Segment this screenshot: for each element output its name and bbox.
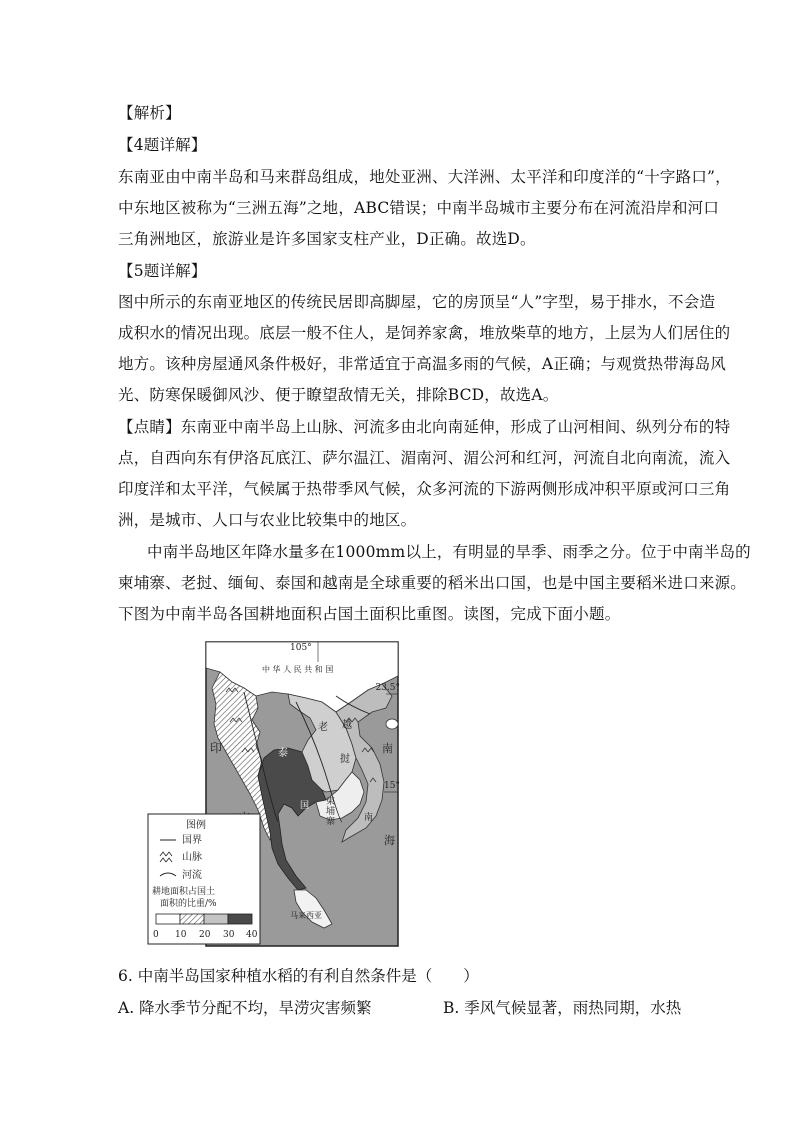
legend-tick: 30: [223, 930, 235, 940]
paragraph-line: 下图为中南半岛各国耕地面积占国土面积比重图。读图，完成下面小题。: [118, 605, 621, 623]
south-sea-label-1: 南: [382, 742, 393, 755]
legend-title: 图例: [186, 820, 206, 831]
thailand-label-guo: 国: [300, 801, 310, 811]
paragraph-line: 地方。该种房屋通风条件极好，非常适宜于高温多雨的气候，A正确；与观赏热带海岛风: [118, 355, 726, 373]
paragraph-line: 图中所示的东南亚地区的传统民居即高脚屋，它的房顶呈“人”字型，易于排水，不会造: [118, 293, 716, 311]
option-a[interactable]: A. 降水季节分配不均，旱涝灾害频繁: [118, 999, 372, 1017]
legend-tick: 10: [175, 930, 187, 940]
south-sea-label-2: 海: [384, 834, 395, 847]
cambodia-label-2: 埔: [326, 807, 336, 817]
ocean-label-yin: 印: [210, 741, 223, 755]
paragraph-line: 洲，是城市、人口与农业比较集中的地区。: [118, 511, 417, 529]
legend-tick: 40: [246, 930, 258, 940]
legend-tick: 0: [153, 930, 159, 940]
map-legend: [148, 814, 260, 944]
lat-label-23: 23.5°: [375, 683, 400, 693]
vietnam-label: 越: [342, 720, 352, 731]
legend-mountain-label: 山脉: [182, 852, 202, 863]
thailand-label: 泰: [278, 748, 288, 759]
paragraph-line: 柬埔寨、老挝、缅甸、泰国和越南是全球重要的稻米出口国，也是中国主要稻米进口来源。: [118, 574, 747, 592]
legend-class-0-10: [156, 914, 180, 924]
section-heading-analysis: 【解析】: [118, 104, 181, 122]
paragraph-line: 点，自西向东有伊洛瓦底江、萨尔温江、湄南河、湄公河和红河，河流自北向南流，流入: [118, 449, 731, 467]
subheading-q4: 【4题详解】: [118, 136, 207, 154]
legend-box: [148, 814, 260, 944]
cambodia-label-1: 柬: [326, 797, 336, 807]
paragraph-line: 光、防寒保暖御风沙、便于瞭望敌情无关，排除BCD，故选A。: [118, 386, 559, 404]
lon-label: 105°: [290, 643, 312, 653]
legend-class-10-20: [180, 914, 204, 924]
option-b[interactable]: B. 季风气候显著，雨热同期，水热: [443, 999, 682, 1017]
paragraph-line: 中东地区被称为“三洲五海”之地，ABC错误；中南半岛城市主要分布在河流沿岸和河口: [118, 199, 720, 217]
paragraph-line: 印度洋和太平洋，气候属于热带季风气候，众多河流的下游两侧形成冲积平原或河口三角: [118, 480, 731, 498]
question-6-stem: 6. 中南半岛国家种植水稻的有利自然条件是（ ）: [118, 967, 479, 985]
legend-tick: 20: [199, 930, 211, 940]
china-label: 中 华 人 民 共 和 国: [262, 665, 334, 674]
lat-label-15: 15°: [384, 781, 400, 791]
subheading-q5: 【5题详解】: [118, 262, 207, 280]
vietnam-south-label: 南: [364, 813, 374, 823]
paragraph-line: 东南亚由中南半岛和马来群岛组成，地处亚洲、大洋洲、太平洋和印度洋的“十字路口”，: [118, 168, 731, 186]
legend-border-label: 国界: [182, 835, 202, 846]
intro-paragraph-line: 中南半岛地区年降水量多在1000mm以上，有明显的旱季、雨季之分。位于中南半岛的: [147, 543, 751, 561]
malaysia-label: 马来西亚: [290, 911, 322, 920]
laos-label-2: 挝: [340, 754, 350, 765]
hainan-island: [386, 719, 398, 729]
cambodia-label-3: 寨: [326, 817, 336, 827]
legend-ratio-title-2: 面积的比重/%: [160, 899, 217, 909]
legend-river-label: 河流: [182, 870, 202, 881]
indochina-farmland-map: [146, 632, 402, 948]
laos-label: 老: [318, 722, 328, 733]
paragraph-line: 三角洲地区，旅游业是许多国家支柱产业，D正确。故选D。: [118, 230, 536, 248]
paragraph-line: 成积水的情况出现。底层一般不住人，是饲养家禽，堆放柴草的地方，上层为人们居住的: [118, 324, 731, 342]
legend-class-30-40: [228, 914, 252, 924]
legend-ratio-title-1: 耕地面积占国土: [152, 887, 216, 897]
tip-paragraph-line: 【点睛】东南亚中南半岛上山脉、河流多由北向南延伸，形成了山河相间、纵列分布的特: [118, 418, 731, 436]
legend-class-20-30: [204, 914, 228, 924]
